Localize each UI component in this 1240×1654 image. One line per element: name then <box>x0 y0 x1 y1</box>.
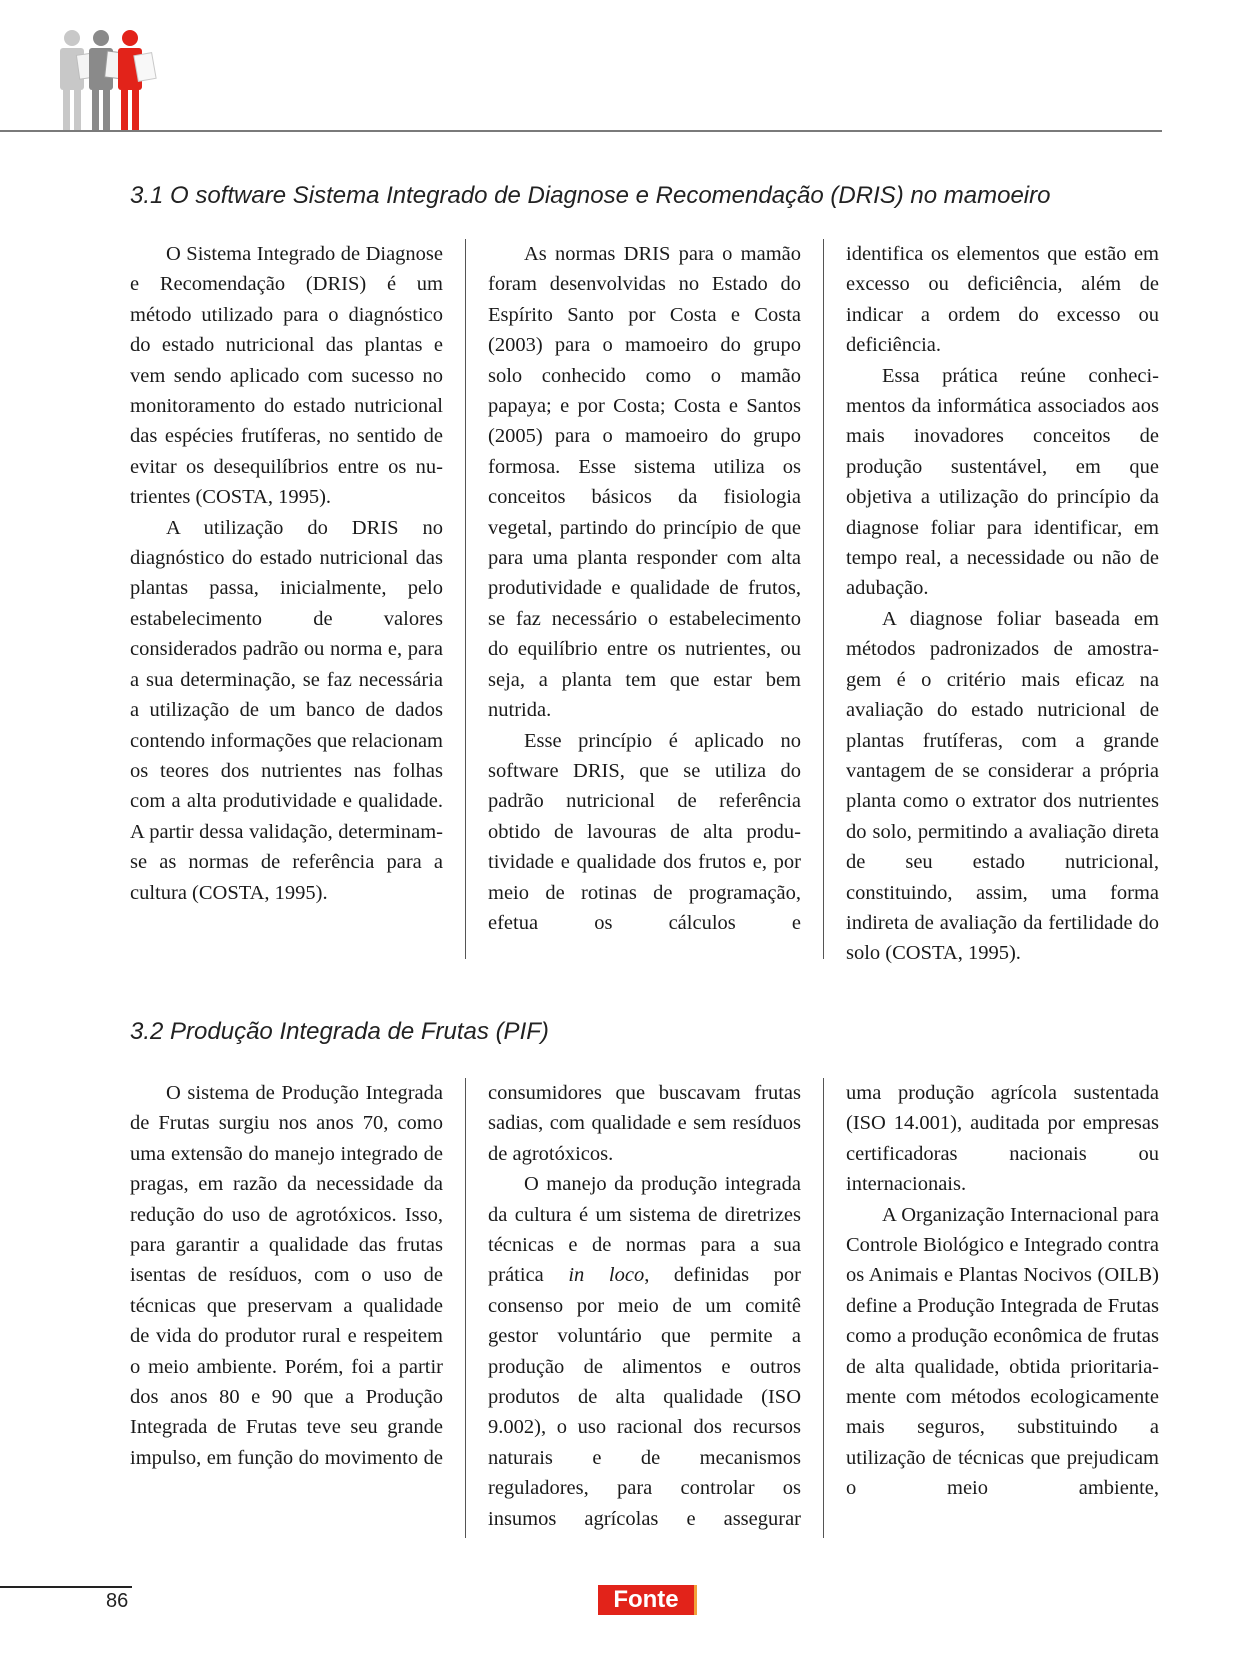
column-divider <box>465 1078 466 1538</box>
column-divider <box>823 239 824 959</box>
paragraph <box>488 1169 801 1534</box>
paragraph: identifica os elementos que estão em excesso ou deficiência, além de indicar a ordem do excesso ou deficiência. <box>846 243 1159 357</box>
paragraph: A Organização Internacional para Controle Biológico e Integrado contra os Animais e Plantas Nocivos (OILB) define a Produção Integrada de Frutas como a produção econômica de frutas de alta qualidade, obtida prioritariamente com métodos ecologicamente mais seguros, substituindo a utilização de técnicas que prejudicam o meio ambiente, <box>846 1203 1159 1500</box>
text-span: O manejo da produção integrada da cultura é um sistema de diretrizes técnicas e de normas para a sua prática <box>488 1173 801 1287</box>
column-1 <box>130 1078 443 1473</box>
header-rule <box>0 130 1162 132</box>
column-2 <box>488 1078 801 1534</box>
paragraph: uma produção agrícola sustentada (ISO 14.001), auditada por empresas certificadoras nacionais ou internacionais. <box>846 1082 1159 1196</box>
italic-term: in loco <box>568 1264 645 1287</box>
paragraph: As normas DRIS para o mamão foram desenvolvidas no Estado do Espírito Santo por Costa e Costa (2003) para o mamoeiro do grupo solo conhecido como o mamão papaya; e por Costa; Costa e Santos (2005) para o mamoeiro do grupo formosa. Esse sistema utiliza os conceitos básicos da fisiologia vegetal, partindo do princípio de que para uma planta responder com alta produtividade e qualidade de frutos, se faz necessário o estabelecimento do equilíbrio entre os nutrientes, ou seja, a planta tem que estar bem nutrida. <box>488 243 801 722</box>
section-title-pif: 3.2 Produção Integrada de Frutas (PIF) <box>130 1018 549 1045</box>
paragraph: Essa prática reúne conhecimentos da informática associados aos mais inovadores conceitos de produção sustentável, em que objetiva a utilização do princípio da diagnose foliar para identificar, em tempo real, a necessidade ou não de adubação. <box>846 364 1159 600</box>
paragraph: O sistema de Produção Integrada de Frutas surgiu nos anos 70, como uma extensão do manejo integrado de pragas, em razão da necessidade da redução do uso de agrotóxicos. Isso, para garantir a qualidade das frutas isentas de resíduos, com o uso de técnicas que preservam a qualidade de vida do produtor rural e respeitem o meio ambiente. Porém, foi a partir dos anos 80 e 90 que a Produção Integrada de Frutas teve seu grande impulso, em função do movimento de <box>130 1082 443 1469</box>
fonte-brand-logo: Fonte <box>598 1585 694 1615</box>
paragraph: A utilização do DRIS no diagnóstico do estado nutricional das plantas passa, inicialmente, pelo estabelecimento de valores considerados padrão ou norma e, para a sua determinação, se faz necessária a utilização de um banco de dados contendo informações que relacionam os teores dos nutrientes nas folhas com a alta produtividade e qualidade. A partir dessa validação, determinam-se as normas de referência para a cultura (COSTA, 1995). <box>130 516 443 904</box>
section-title-dris: 3.1 O software Sistema Integrado de Diagnose e Recomendação (DRIS) no mamoeiro <box>130 182 1051 209</box>
footer-rule <box>0 1586 132 1588</box>
column-3 <box>846 239 1159 969</box>
column-divider <box>823 1078 824 1538</box>
paragraph: O Sistema Integrado de Diagnose e Recomendação (DRIS) é um método utilizado para o diagnóstico do estado nutricional das plantas e vem sendo aplicado com sucesso no monitoramento do estado nutricional das espécies frutíferas, no sentido de evitar os desequilíbrios entre os nutrientes (COSTA, 1995). <box>130 243 443 509</box>
section-dris-columns <box>130 239 1160 965</box>
people-figures-logo <box>58 28 168 132</box>
column-3 <box>846 1078 1159 1504</box>
page-number: 86 <box>106 1590 129 1612</box>
paragraph: Esse princípio é aplicado no software DRIS, que se utiliza do padrão nutricional de referência obtido de lavouras de alta produtividade e qualidade dos frutos e, por meio de rotinas de programação, efetua os cálculos e <box>488 729 801 934</box>
column-divider <box>465 239 466 959</box>
column-1 <box>130 239 443 908</box>
section-pif-columns <box>130 1078 1160 1538</box>
paragraph: A diagnose foliar baseada em métodos padronizados de amostragem é o critério mais eficaz na avaliação do estado nutricional de plantas frutíferas, com a grande vantagem de se considerar a própria planta como o extrator dos nutrientes do solo, permitindo a avaliação direta de seu estado nutricional, constituindo, assim, uma forma indireta de avaliação da fertilidade do solo (COSTA, 1995). <box>846 607 1159 965</box>
text-span: , definidas por consenso por meio de um comitê gestor voluntário que permite a produção de alimentos e outros produtos de alta qualidade (ISO 9.002), o uso racional dos recursos naturais e de mecanismos reguladores, para controlar os insumos agrícolas e assegurar <box>488 1264 801 1530</box>
paragraph: consumidores que buscavam frutas sadias, com qualidade e sem resíduos de agrotóxicos. <box>488 1082 801 1165</box>
column-2 <box>488 239 801 938</box>
